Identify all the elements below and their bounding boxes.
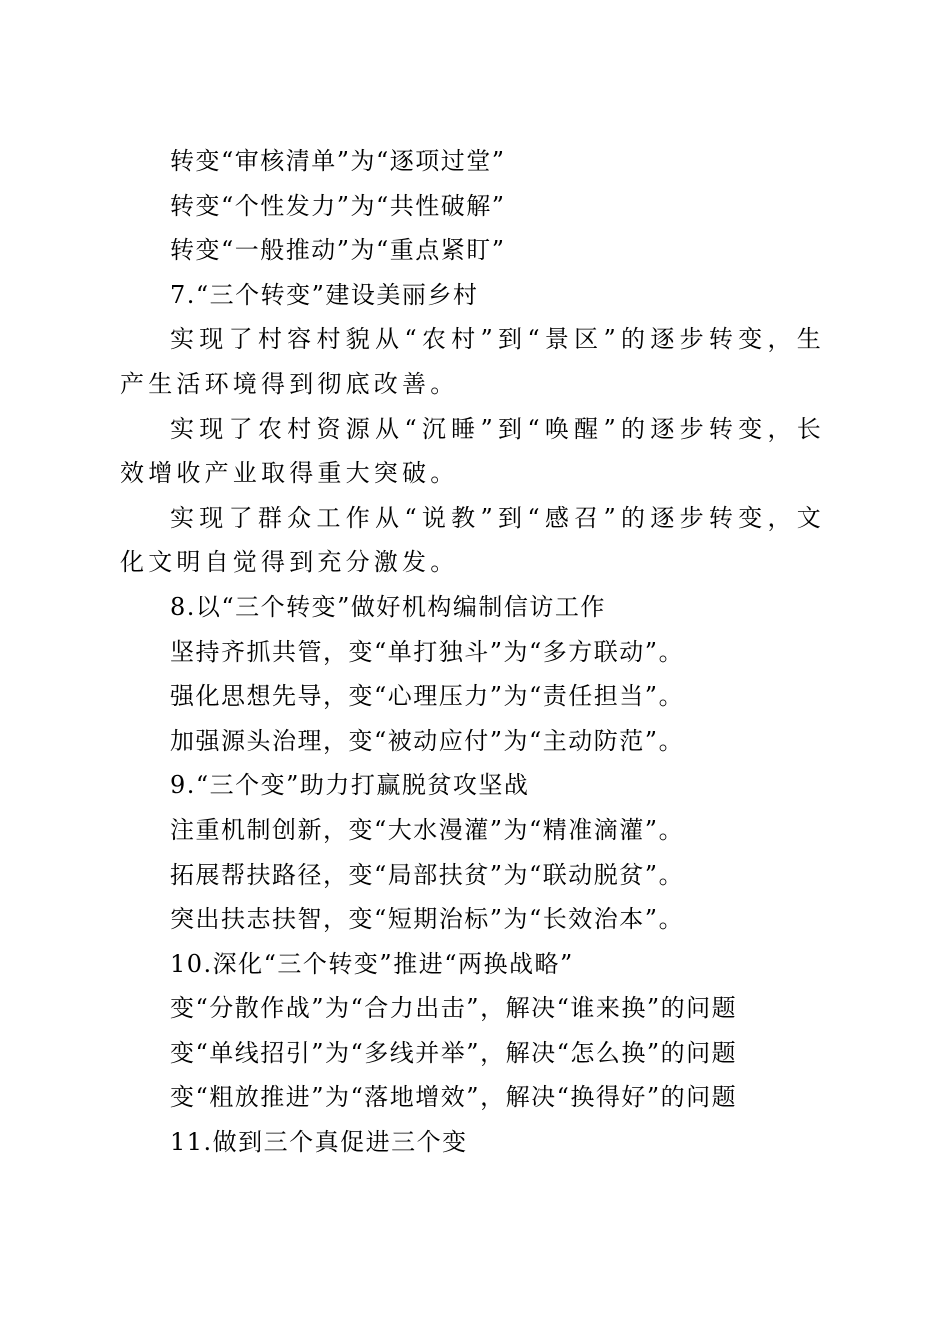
section-heading-9: 9.“三个变”助力打赢脱贫攻坚战 [170, 771, 530, 800]
text-line: 转变“个性发力”为“共性破解” [170, 191, 506, 220]
paragraph: 实现了群众工作从“说教”到“感召”的逐步转变，文化文明自觉得到充分激发。 [120, 503, 825, 577]
section-heading-10: 10.深化“三个转变”推进“两换战略” [170, 949, 574, 978]
document-body [120, 139, 825, 1165]
paragraph: 实现了农村资源从“沉睡”到“唤醒”的逐步转变，长效增收产业取得重大突破。 [120, 414, 825, 488]
text-line: 强化思想先导，变“心理压力”为“责任担当”。 [170, 682, 685, 711]
section-heading-7: 7.“三个转变”建设美丽乡村 [170, 280, 479, 309]
text-line: 转变“一般推动”为“重点紧盯” [170, 236, 506, 265]
section-heading-11: 11.做到三个真促进三个变 [170, 1128, 468, 1157]
section-heading-8: 8.以“三个转变”做好机构编制信访工作 [170, 592, 606, 621]
text-line: 坚持齐抓共管，变“单打独斗”为“多方联动”。 [170, 637, 685, 666]
text-line: 突出扶志扶智，变“短期治标”为“长效治本”。 [170, 905, 685, 934]
text-line: 变“分散作战”为“合力出击”，解决“谁来换”的问题 [170, 994, 738, 1023]
text-line: 拓展帮扶路径，变“局部扶贫”为“联动脱贫”。 [170, 860, 685, 889]
text-line: 注重机制创新，变“大水漫灌”为“精准滴灌”。 [170, 815, 685, 844]
text-line: 加强源头治理，变“被动应付”为“主动防范”。 [170, 726, 685, 755]
text-line: 变“粗放推进”为“落地增效”，解决“换得好”的问题 [170, 1083, 738, 1112]
text-line: 变“单线招引”为“多线并举”，解决“怎么换”的问题 [170, 1038, 738, 1067]
text-line: 转变“审核清单”为“逐项过堂” [170, 147, 506, 175]
paragraph: 实现了村容村貌从“农村”到“景区”的逐步转变，生产生活环境得到彻底改善。 [120, 325, 825, 398]
